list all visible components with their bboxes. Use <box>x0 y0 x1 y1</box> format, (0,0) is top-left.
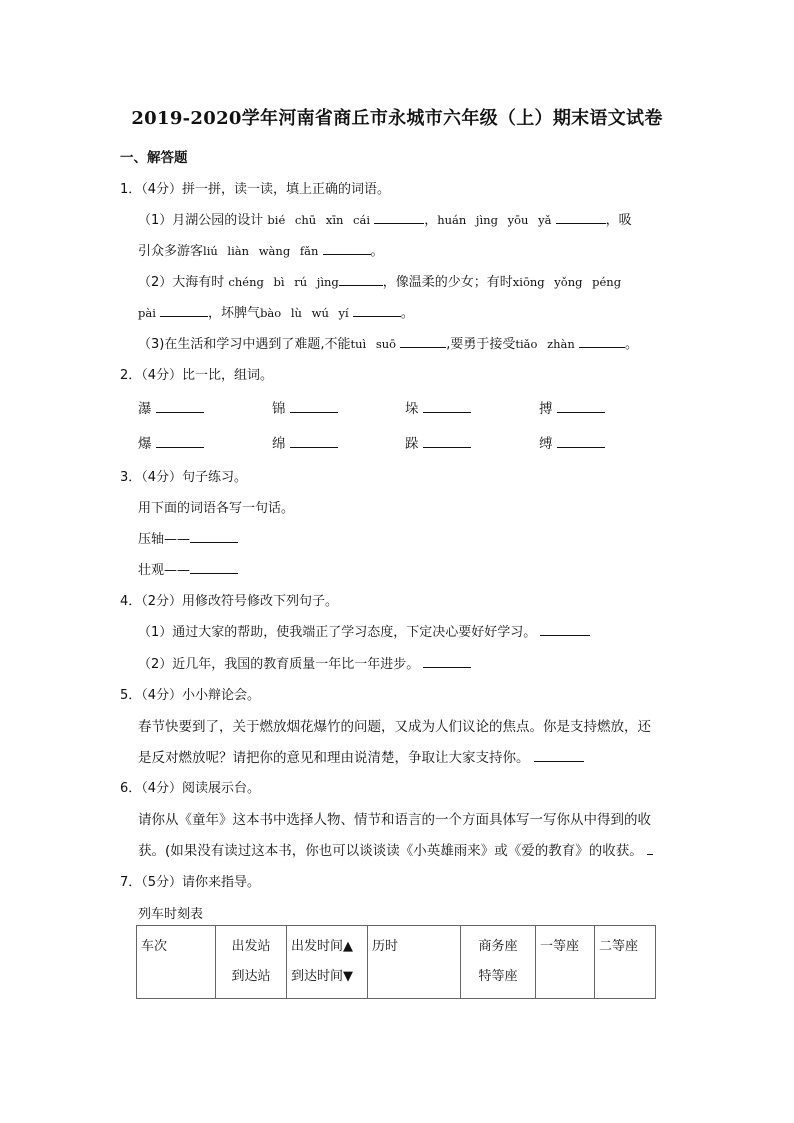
question-3-instruction: 用下面的词语各写一句话。 <box>138 501 295 516</box>
compare-char: 爆 <box>138 432 204 452</box>
question-1-line-5 <box>138 333 638 352</box>
answer-blank[interactable] <box>423 401 471 413</box>
pinyin: bào lù wú yí <box>260 306 349 320</box>
header-first-class: 一等座 <box>536 926 595 999</box>
question-5-stem: 5．（4分）小小辩论会。 <box>120 688 261 703</box>
pinyin: tiǎo zhàn <box>515 337 575 351</box>
table-header-row <box>137 926 656 999</box>
answer-blank[interactable] <box>557 401 605 413</box>
text: （3)在生活和学习中遇到了难题,不能 <box>138 337 351 352</box>
header-stations: 出发站 到达站 <box>216 926 287 999</box>
text: 。 <box>370 244 384 259</box>
pinyin: bié chū xīn cái <box>267 213 371 227</box>
answer-blank[interactable] <box>190 531 238 543</box>
answer-blank[interactable] <box>353 305 401 317</box>
compare-char: 搏 <box>539 397 605 417</box>
answer-blank[interactable] <box>190 562 238 574</box>
header-times[interactable]: 出发时间▲ 到达时间▼ <box>287 926 368 999</box>
question-2-stem: 2．（4分）比一比，组词。 <box>120 368 274 383</box>
question-3-word-1: 压轴—— <box>138 528 238 547</box>
compare-char: 跺 <box>405 432 471 452</box>
question-6-para-2: 获。(如果没有读过这本书，你也可以谈谈读《小英雄雨来》或《爱的教育》的收获。 <box>138 839 653 859</box>
question-1-line-4 <box>138 302 414 321</box>
pinyin: tuì suō <box>350 337 397 351</box>
question-1-line-1 <box>138 209 632 228</box>
answer-blank[interactable] <box>540 624 590 636</box>
question-1-line-2 <box>138 240 384 259</box>
compare-char: 绵 <box>272 432 338 452</box>
question-5-para-2: 是反对燃放呢？请把你的意见和理由说清楚，争取让大家支持你。 <box>138 746 584 766</box>
answer-blank[interactable] <box>339 274 383 286</box>
pinyin: xiōng yǒng péng <box>512 275 622 289</box>
answer-blank[interactable] <box>156 401 204 413</box>
answer-blank[interactable] <box>400 336 446 348</box>
answer-blank[interactable] <box>423 436 471 448</box>
text: ，像温柔的少女；有时 <box>382 275 513 290</box>
answer-blank[interactable] <box>323 243 371 255</box>
question-6-stem: 6．（4分）阅读展示台。 <box>120 781 261 796</box>
text: ，坏脾气 <box>208 306 261 321</box>
pinyin: pài <box>138 306 156 320</box>
page-title: 2019-2020学年河南省商丘市永城市六年级（上）期末语文试卷 <box>131 108 663 129</box>
question-3-word-2: 壮观—— <box>138 559 238 578</box>
table-caption: 列车时刻表 <box>138 907 204 922</box>
header-train-no: 车次 <box>137 926 216 999</box>
compare-char: 锦 <box>272 397 338 417</box>
header-second-class: 二等座 <box>595 926 656 999</box>
text: ,要勇于接受 <box>446 337 516 352</box>
question-3-stem: 3．（4分）句子练习。 <box>120 470 248 485</box>
answer-blank[interactable] <box>579 336 625 348</box>
answer-blank[interactable] <box>556 212 606 224</box>
header-duration: 历时 <box>368 926 461 999</box>
compare-char: 垛 <box>405 397 471 417</box>
section-heading: 一、解答题 <box>120 150 188 166</box>
pinyin: chéng bì rú jìng <box>228 275 339 289</box>
question-4-sentence-1: （1）通过大家的帮助，使我端正了学习态度，下定决心要好好学习。 <box>138 621 590 640</box>
pinyin: huán jìng yōu yǎ <box>437 213 552 227</box>
question-6-para-1: 请你从《童年》这本书中选择人物、情节和语言的一个方面具体写一写你从中得到的收 <box>138 812 651 828</box>
answer-blank[interactable] <box>290 436 338 448</box>
answer-blank[interactable] <box>156 436 204 448</box>
answer-blank[interactable] <box>534 750 584 762</box>
answer-blank[interactable] <box>290 401 338 413</box>
question-4-sentence-2: （2）近几年，我国的教育质量一年比一年进步。 <box>138 653 471 672</box>
text: 。 <box>400 306 414 321</box>
question-7-stem: 7．（5分）请你来指导。 <box>120 875 261 890</box>
answer-blank[interactable] <box>557 436 605 448</box>
header-business-seat: 商务座 特等座 <box>461 926 536 999</box>
question-1-line-3 <box>138 271 621 290</box>
answer-blank[interactable] <box>374 212 424 224</box>
text: ，吸 <box>605 213 632 228</box>
compare-char: 缚 <box>539 432 605 452</box>
question-1-stem: 1．（4分）拼一拼，读一读，填上正确的词语。 <box>120 182 391 197</box>
answer-blank[interactable] <box>647 843 653 855</box>
answer-blank[interactable] <box>423 656 471 668</box>
text: 。 <box>624 337 638 352</box>
compare-char: 瀑 <box>138 397 204 417</box>
text: ， <box>424 213 438 228</box>
question-4-stem: 4．（2分）用修改符号修改下列句子。 <box>120 594 339 609</box>
text: （2）大海有时 <box>138 275 225 290</box>
answer-blank[interactable] <box>160 305 208 317</box>
text: 引众多游客 <box>138 244 204 259</box>
text: （1）月湖公园的设计 <box>138 213 264 228</box>
train-timetable <box>136 925 656 999</box>
question-5-para-1: 春节快要到了，关于燃放烟花爆竹的问题，又成为人们议论的焦点。你是支持燃放，还 <box>138 719 651 735</box>
pinyin: liú liàn wàng fǎn <box>203 244 319 258</box>
